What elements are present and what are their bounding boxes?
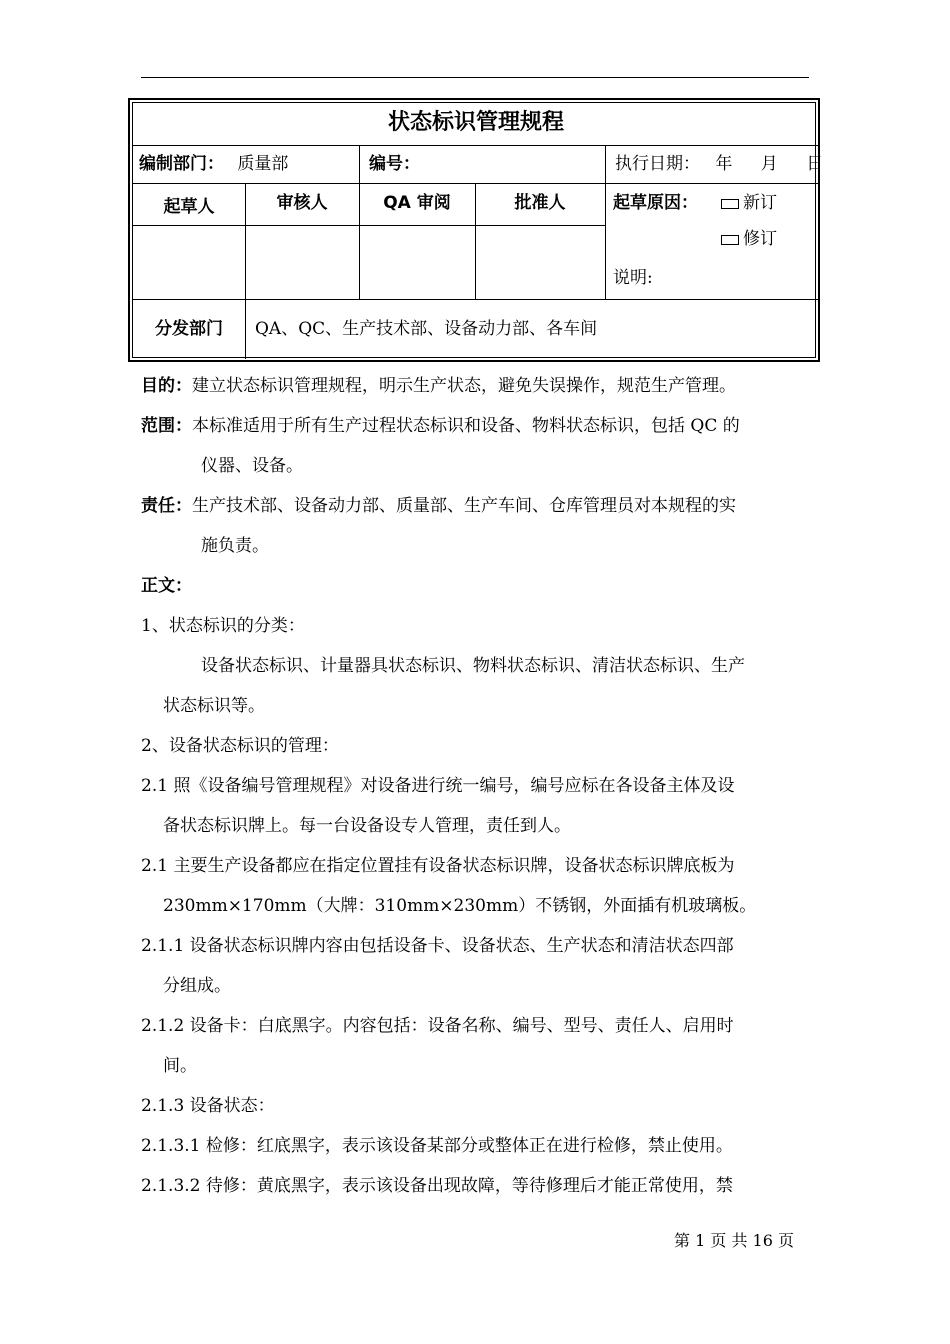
number-label: 编号： [369,154,420,174]
col-line-b [605,145,606,299]
section-2-1a-cont: 备状态标识牌上。每一台设备设专人管理，责任到人。 [163,816,571,836]
section-1-text: 设备状态标识、计量器具状态标识、物料状态标识、清洁状态标识、生产 [201,656,745,676]
section-2-1-3-1: 2.1.3.1 检修：红底黑字，表示该设备某部分或整体正在进行检修，禁止使用。 [141,1136,733,1156]
document-header-table [128,98,824,362]
exec-date-label: 执行日期： [615,154,700,174]
section-2-1-3-2: 2.1.3.2 待修：黄底黑字，表示该设备出现故障，等待修理后才能正常使用，禁 [141,1176,733,1196]
option-revise-label: 修订 [743,229,777,249]
purpose-text: 建立状态标识管理规程，明示生产状态，避免失误操作，规范生产管理。 [192,376,736,396]
header-table-inner [132,102,824,358]
col-qa-review: QA 审阅 [383,193,451,213]
col-reviewer: 审核人 [276,193,328,213]
resp-cont: 施负责。 [201,536,269,556]
section-2-1-1-cont: 分组成。 [163,976,231,996]
scope-line [141,406,821,446]
col-line-a [359,145,360,183]
col-approver: 批准人 [514,193,566,213]
option-new[interactable] [721,191,777,215]
document-title: 状态标识管理规程 [387,110,564,135]
section-1-heading: 1、状态标识的分类： [141,616,305,636]
section-2-1-2-cont: 间。 [163,1056,197,1076]
section-2-1b: 2.1 主要生产设备都应在指定位置挂有设备状态标识牌，设备状态标识牌底板为 [141,856,735,876]
purpose-label: 目的： [141,376,192,396]
new-checkbox[interactable] [721,199,739,209]
section-2-heading: 2、设备状态标识的管理： [141,736,339,756]
main-label: 正文： [141,576,192,596]
option-revise[interactable] [721,227,777,251]
revise-checkbox[interactable] [721,235,739,245]
section-2-1-1: 2.1.1 设备状态标识牌内容由包括设备卡、设备状态、生产状态和清洁状态四部 [141,936,734,956]
dist-value: QA、QC、生产技术部、设备动力部、各车间 [255,319,598,339]
note-label: 说明: [613,268,653,288]
compiled-dept [139,145,288,183]
option-new-label: 新订 [743,193,777,213]
section-2-1a: 2.1 照《设备编号管理规程》对设备进行统一编号，编号应标在各设备主体及设 [141,776,735,796]
section-2-1b-cont: 230mm×170mm（大牌：310mm×230mm）不锈钢，外面插有机玻璃板。 [163,896,757,916]
resp-text: 生产技术部、设备动力部、质量部、生产车间、仓库管理员对本规程的实 [192,496,736,516]
section-1-cont: 状态标识等。 [163,696,265,716]
scope-label: 范围： [141,416,192,436]
purpose-line [141,366,821,406]
resp-label: 责任： [141,496,192,516]
section-2-1-3: 2.1.3 设备状态： [141,1096,275,1116]
scope-text: 本标准适用于所有生产过程状态标识和设备、物料状态标识，包括 QC 的 [192,416,740,436]
compiled-dept-label: 编制部门： [139,154,224,174]
reason-label: 起草原因： [613,193,698,213]
page-footer: 第 1 页 共 16 页 [674,1231,794,1250]
dist-label: 分发部门 [155,319,223,339]
document-body [141,366,821,1206]
exec-date [615,145,823,183]
row-line-3 [133,225,605,226]
header-rule [141,77,809,78]
compiled-dept-value: 质量部 [237,154,289,174]
section-2-1-2: 2.1.2 设备卡：白底黑字。内容包括：设备名称、编号、型号、责任人、启用时 [141,1016,734,1036]
scope-cont: 仪器、设备。 [201,456,303,476]
responsibility-line [141,486,821,526]
col-drafter: 起草人 [163,197,215,217]
exec-date-value: 年 月 日 [715,154,824,174]
